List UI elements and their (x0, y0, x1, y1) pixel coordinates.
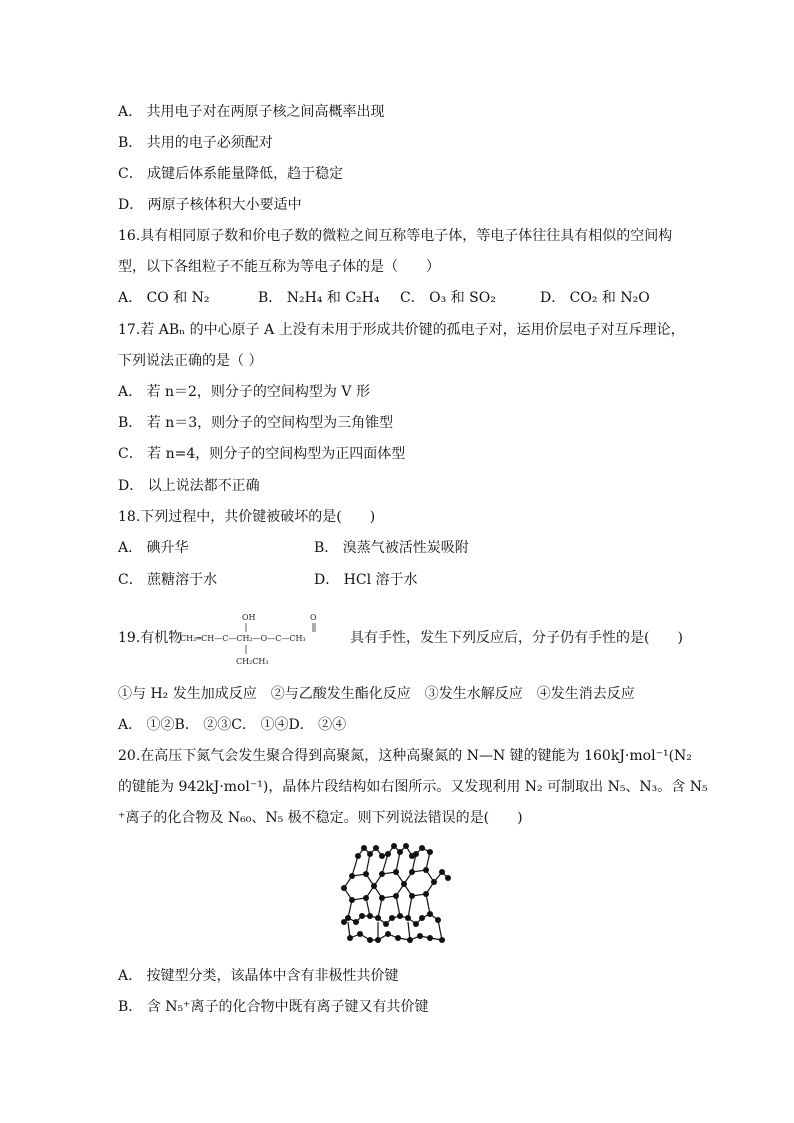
q20-stem-line1: 20.在高压下氮气会发生聚合得到高聚氮，这种高聚氮的 N—N 键的键能为 160kJ·mol⁻¹(N₂ (118, 748, 692, 764)
q20-option-b: B． 含 N₅⁺离子的化合物中既有离子键又有共价键 (118, 999, 429, 1015)
q19-structural-formula (180, 612, 352, 668)
q17-stem-line1: 17.若 ABₙ 的中心原子 A 上没有未用于形成共价键的孤电子对，运用价层电子对互斥理论， (118, 322, 685, 338)
formula-main-chain: CH₂═CH—C—CH₂—O—C—CH₃ (180, 634, 306, 643)
q15-option-d: D． 两原子核体积大小要适中 (118, 197, 302, 213)
q16-stem-line1: 16.具有相同原子数和价电子数的微粒之间互称等电子体，等电子体往往具有相似的空间构 (118, 228, 673, 244)
formula-carbonyl-o: O (310, 613, 317, 622)
q16-option-a: A． CO 和 N₂ (118, 290, 210, 306)
q20-stem-line3: ⁺离子的化合物及 N₆₀、N₅ 极不稳定。则下列说法错误的是( ) (118, 810, 523, 826)
q15-option-b: B． 共用的电子必须配对 (118, 135, 273, 151)
q17-option-c: C． 若 n=4，则分子的空间构型为正四面体型 (118, 446, 406, 462)
q16-option-d: D． CO₂ 和 N₂O (540, 290, 650, 306)
q19-reactions: ①与 H₂ 发生加成反应 ②与乙酸发生酯化反应 ③发生水解反应 ④发生消去反应 (118, 686, 635, 702)
q17-stem-line2: 下列说法正确的是（ ） (118, 353, 263, 369)
q19-stem-suffix: 具有手性，发生下列反应后，分子仍有手性的是( ) (350, 630, 683, 646)
q17-option-b: B． 若 n＝3，则分子的空间构型为三角锥型 (118, 415, 394, 431)
q16-option-c: C． O₃ 和 SO₂ (400, 290, 496, 306)
q18-option-c: C． 蔗糖溶于水 (118, 572, 218, 588)
formula-ethyl: CH₂CH₃ (236, 657, 269, 666)
q20-option-a: A． 按键型分类，该晶体中含有非极性共价键 (118, 968, 399, 984)
q19-stem-prefix: 19.有机物 (118, 630, 183, 646)
q15-option-c: C． 成键后体系能量降低，趋于稳定 (118, 166, 344, 182)
q16-stem-line2: 型，以下各组粒子不能互称为等电子体的是（ ） (118, 259, 440, 275)
q20-stem-line2: 的键能为 942kJ·mol⁻¹)，晶体片段结构如右图所示。又发现利用 N₂ 可制取出 N₅、N₃。含 N₅ (118, 779, 708, 795)
formula-oh: OH (242, 613, 256, 622)
q16-option-b: B． N₂H₄ 和 C₂H₄ (258, 290, 380, 306)
q18-option-d: D． HCl 溶于水 (314, 572, 418, 588)
q15-option-a: A． 共用电子对在两原子核之间高概率出现 (118, 104, 385, 120)
q19-answer-options: A． ①②B． ②③C． ①④D． ②④ (118, 717, 347, 733)
q18-option-a: A． 碘升华 (118, 540, 189, 556)
q18-stem: 18.下列过程中，共价键被破坏的是( ) (118, 509, 376, 525)
q17-option-d: D． 以上说法都不正确 (118, 478, 260, 494)
q17-option-a: A． 若 n＝2，则分子的空间构型为 V 形 (118, 384, 370, 400)
polymeric-nitrogen-lattice-figure (330, 838, 458, 948)
q18-option-b: B． 溴蒸气被活性炭吸附 (314, 540, 469, 556)
